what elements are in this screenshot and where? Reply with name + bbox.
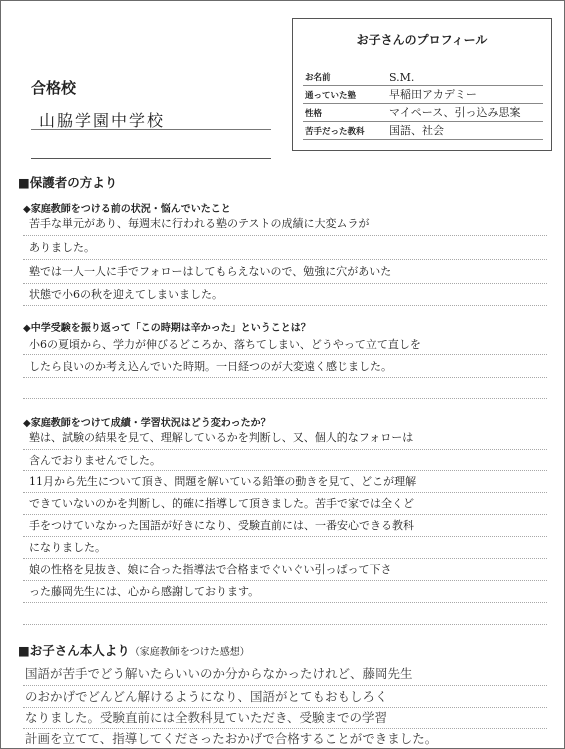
question-hard-period: ◆中学受験を振り返って「この時期は辛かった」ということは？	[23, 323, 311, 334]
answer-line: 塾では一人一人に手でフォローはしてもらえないので、勉強に穴があいた	[29, 265, 392, 278]
ruled-line	[23, 624, 547, 625]
answer-line: った藤岡先生には、心から感謝しております。	[29, 585, 260, 598]
profile-label: お名前	[305, 73, 331, 83]
ruled-line	[23, 449, 547, 450]
answer-line: 含んでおりませんでした。	[29, 454, 161, 467]
ruled-line	[23, 398, 547, 399]
answer-line: 苦手な単元があり、毎週末に行われる塾のテストの成績に大変ムラが	[29, 217, 370, 230]
accepted-school-name: 山脇学園中学校	[39, 111, 166, 130]
profile-label: 性格	[305, 109, 323, 119]
ruled-line	[23, 558, 547, 559]
child-section-title	[18, 641, 250, 659]
child-answer-line: 計画を立てて、指導してくださったおかげで合格することができました。	[25, 731, 438, 746]
answer-line: したら良いのか考え込んでいた時期。一日経つのが大変遠く感じました。	[29, 360, 392, 373]
child-section-heading: ■お子さん本人より	[18, 643, 130, 658]
answer-line: ありました。	[29, 241, 95, 254]
ruled-line	[23, 685, 547, 686]
ruled-line	[23, 536, 547, 537]
section-divider	[31, 158, 271, 159]
ruled-line	[23, 580, 547, 581]
answer-line: 11月から先生について頂き、問題を解いている鉛筆の動きを見て、どこが理解	[29, 475, 417, 488]
ruled-line	[23, 492, 547, 493]
answer-line: 状態で小6の秋を迎えてしまいました。	[29, 288, 223, 301]
ruled-line	[23, 354, 547, 355]
profile-label: 苦手だった教科	[305, 127, 365, 137]
ruled-line	[23, 377, 547, 378]
profile-row-weak-subjects	[303, 121, 543, 140]
profile-value: 国語、社会	[389, 124, 444, 137]
ruled-line	[23, 259, 547, 260]
answer-line: できていないのかを判断し、的確に指導して頂きました。苦手で家では全くど	[29, 497, 414, 510]
ruled-line	[23, 514, 547, 515]
profile-value: S.M.	[389, 71, 415, 84]
ruled-line	[23, 235, 547, 236]
question-how-changed: ◆家庭教師をつけて成績・学習状況はどう変わったか？	[23, 418, 271, 429]
ruled-line	[23, 305, 547, 306]
child-profile-box	[292, 18, 552, 151]
child-answer-line: 国語が苦手でどう解いたらいいのか分からなかったけれど、藤岡先生	[25, 666, 413, 681]
answer-line: 娘の性格を見抜き、娘に合った指導法で合格までぐいぐい引っぱって下さ	[29, 563, 392, 576]
parent-section-title: ■保護者の方より	[18, 175, 118, 190]
answer-line: になりました。	[29, 541, 106, 554]
question-before-tutor: ◆家庭教師をつける前の状況・悩んでいたこと	[23, 204, 231, 215]
child-answer-line: なりました。受験直前には全教科見ていただき、受験までの学習	[25, 710, 388, 725]
profile-label: 通っていた塾	[305, 91, 357, 101]
profile-value: 早稲田アカデミー	[389, 88, 477, 101]
profile-value: マイペース、引っ込み思案	[389, 106, 521, 119]
child-answer-line: のおかげでどんどん解けるようになり、国語がとてもおもしろく	[25, 689, 388, 704]
ruled-line	[23, 470, 547, 471]
school-underline	[31, 129, 271, 130]
answer-line: 手をつけていなかった国語が好きになり、受験直前には、一番安心できる教科	[29, 519, 414, 532]
answer-line: 塾は、試験の結果を見て、理解しているかを判断し、又、個人的なフォローは	[29, 431, 414, 444]
answer-line: 小6の夏頃から、学力が伸びるどころか、落ちてしまい、どうやって立て直しを	[29, 338, 421, 351]
profile-row-name	[303, 67, 543, 86]
profile-title: お子さんのプロフィール	[356, 33, 488, 47]
ruled-line	[23, 602, 547, 603]
profile-row-personality	[303, 103, 543, 122]
child-section-subtitle: （家庭教師をつけた感想）	[129, 647, 250, 658]
accepted-school-label: 合格校	[31, 79, 77, 97]
ruled-line	[23, 283, 547, 284]
profile-row-cram-school	[303, 85, 543, 104]
